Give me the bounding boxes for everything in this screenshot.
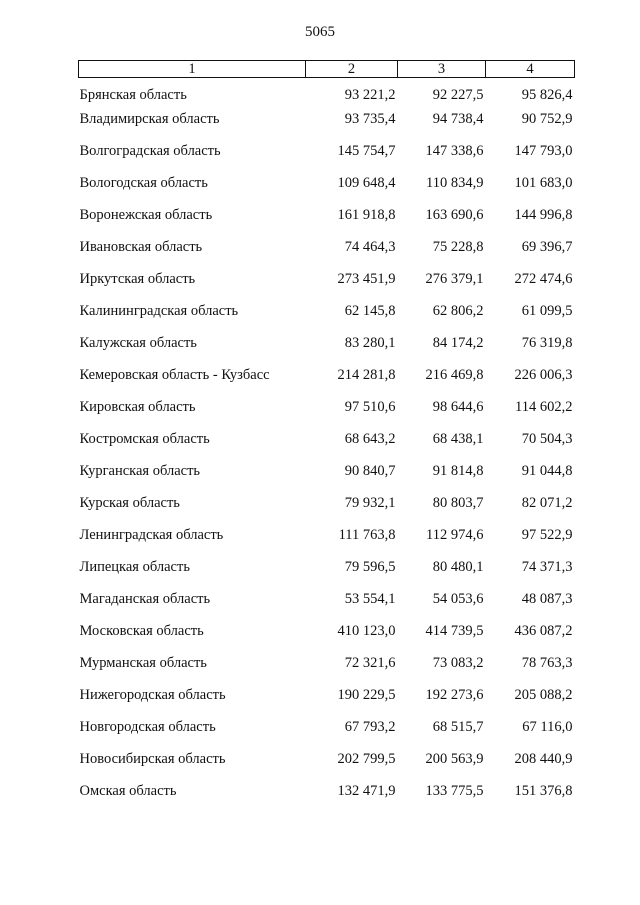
value-col-4: 95 826,4: [521, 87, 573, 103]
table-row: [79, 782, 575, 814]
region-name: Московская область: [79, 623, 204, 639]
value-col-4: 74 371,3: [521, 559, 573, 575]
value-col-4: 226 006,3: [514, 367, 573, 383]
header-row: [79, 61, 575, 78]
value-col-2: 93 221,2: [344, 87, 396, 103]
region-name: Нижегородская область: [79, 687, 226, 703]
table-row: [79, 366, 575, 398]
region-name: Калужская область: [79, 335, 197, 351]
table-row: [79, 718, 575, 750]
column-header-4: 4: [486, 61, 575, 78]
value-col-3: 91 814,8: [432, 463, 484, 479]
region-name: Омская область: [79, 783, 177, 799]
table-row: [79, 494, 575, 526]
value-col-2: 190 229,5: [337, 687, 396, 703]
value-col-2: 67 793,2: [344, 719, 396, 735]
region-name: Ленинградская область: [79, 527, 224, 543]
value-col-2: 161 918,8: [337, 207, 396, 223]
region-name: Волгоградская область: [79, 143, 221, 159]
value-col-3: 192 273,6: [425, 687, 484, 703]
table-row: [79, 238, 575, 270]
region-name: Калининградская область: [79, 303, 239, 319]
value-col-2: 79 596,5: [344, 559, 396, 575]
page-number: 5065: [305, 24, 335, 40]
value-col-4: 436 087,2: [514, 623, 573, 639]
region-name: Воронежская область: [79, 207, 213, 223]
table-row: [79, 590, 575, 622]
table-row: [79, 78, 575, 111]
column-header-3: 3: [398, 61, 486, 78]
value-col-3: 80 480,1: [432, 559, 484, 575]
value-col-2: 68 643,2: [344, 431, 396, 447]
value-col-3: 110 834,9: [426, 175, 484, 191]
value-col-3: 147 338,6: [425, 143, 484, 159]
value-col-4: 205 088,2: [514, 687, 573, 703]
value-col-2: 145 754,7: [337, 143, 396, 159]
value-col-3: 73 083,2: [432, 655, 484, 671]
value-col-3: 133 775,5: [425, 783, 484, 799]
table-row: [79, 558, 575, 590]
value-col-2: 202 799,5: [337, 751, 396, 767]
value-col-3: 84 174,2: [432, 335, 484, 351]
value-col-3: 216 469,8: [425, 367, 484, 383]
value-col-3: 68 438,1: [432, 431, 484, 447]
value-col-4: 272 474,6: [514, 271, 573, 287]
value-col-3: 94 738,4: [432, 111, 484, 127]
value-col-4: 90 752,9: [521, 111, 573, 127]
value-col-4: 82 071,2: [521, 495, 573, 511]
value-col-3: 200 563,9: [425, 751, 484, 767]
value-col-3: 54 053,6: [432, 591, 484, 607]
value-col-2: 410 123,0: [337, 623, 396, 639]
table-row: [79, 686, 575, 718]
table-row: [79, 206, 575, 238]
value-col-2: 214 281,8: [337, 367, 396, 383]
table-row: [79, 526, 575, 558]
value-col-3: 80 803,7: [432, 495, 484, 511]
table-row: [79, 750, 575, 782]
value-col-4: 67 116,0: [522, 719, 573, 735]
value-col-4: 91 044,8: [521, 463, 573, 479]
table-row: [79, 622, 575, 654]
value-col-3: 92 227,5: [432, 87, 484, 103]
table-row: [79, 430, 575, 462]
column-header-2: 2: [306, 61, 398, 78]
value-col-4: 151 376,8: [514, 783, 573, 799]
region-name: Новгородская область: [79, 719, 216, 735]
value-col-2: 72 321,6: [344, 655, 396, 671]
region-name: Курская область: [79, 495, 180, 511]
value-col-4: 114 602,2: [515, 399, 573, 415]
value-col-2: 90 840,7: [344, 463, 396, 479]
region-name: Липецкая область: [79, 559, 190, 575]
value-col-4: 61 099,5: [521, 303, 573, 319]
value-col-2: 79 932,1: [344, 495, 396, 511]
value-col-4: 78 763,3: [521, 655, 573, 671]
value-col-4: 70 504,3: [521, 431, 573, 447]
value-col-3: 68 515,7: [432, 719, 484, 735]
value-col-3: 62 806,2: [432, 303, 484, 319]
column-header-1: 1: [79, 61, 306, 78]
value-col-4: 144 996,8: [514, 207, 573, 223]
region-name: Брянская область: [79, 87, 187, 103]
region-name: Вологодская область: [79, 175, 208, 191]
value-col-4: 101 683,0: [514, 175, 573, 191]
table-row: [79, 334, 575, 366]
value-col-2: 132 471,9: [337, 783, 396, 799]
value-col-4: 147 793,0: [514, 143, 573, 159]
value-col-3: 75 228,8: [432, 239, 484, 255]
value-col-2: 93 735,4: [344, 111, 396, 127]
table-row: [79, 462, 575, 494]
table-row: [79, 174, 575, 206]
table-row: [79, 302, 575, 334]
value-col-2: 53 554,1: [344, 591, 396, 607]
value-col-3: 414 739,5: [425, 623, 484, 639]
value-col-2: 273 451,9: [337, 271, 396, 287]
region-name: Магаданская область: [79, 591, 211, 607]
value-col-2: 83 280,1: [344, 335, 396, 351]
region-name: Курганская область: [79, 463, 201, 479]
value-col-4: 76 319,8: [521, 335, 573, 351]
value-col-4: 69 396,7: [521, 239, 573, 255]
table-row: [79, 142, 575, 174]
region-name: Владимирская область: [79, 111, 220, 127]
region-name: Костромская область: [79, 431, 210, 447]
region-name: Иркутская область: [79, 271, 196, 287]
value-col-2: 62 145,8: [344, 303, 396, 319]
value-col-3: 112 974,6: [426, 527, 484, 543]
value-col-3: 276 379,1: [425, 271, 484, 287]
value-col-4: 48 087,3: [521, 591, 573, 607]
value-col-2: 97 510,6: [344, 399, 396, 415]
table-header: [79, 61, 575, 78]
table-body: [79, 78, 575, 815]
data-table: [78, 60, 575, 814]
value-col-3: 98 644,6: [432, 399, 484, 415]
region-name: Кировская область: [79, 399, 196, 415]
value-col-4: 208 440,9: [514, 751, 573, 767]
table-row: [79, 654, 575, 686]
value-col-2: 111 763,8: [338, 527, 396, 543]
region-name: Кемеровская область - Кузбасс: [79, 367, 270, 383]
value-col-4: 97 522,9: [521, 527, 573, 543]
table-row: [79, 270, 575, 302]
value-col-2: 74 464,3: [344, 239, 396, 255]
value-col-2: 109 648,4: [337, 175, 396, 191]
region-name: Ивановская область: [79, 239, 203, 255]
table-row: [79, 398, 575, 430]
region-name: Новосибирская область: [79, 751, 226, 767]
table-row: [79, 110, 575, 142]
value-col-3: 163 690,6: [425, 207, 484, 223]
region-name: Мурманская область: [79, 655, 207, 671]
